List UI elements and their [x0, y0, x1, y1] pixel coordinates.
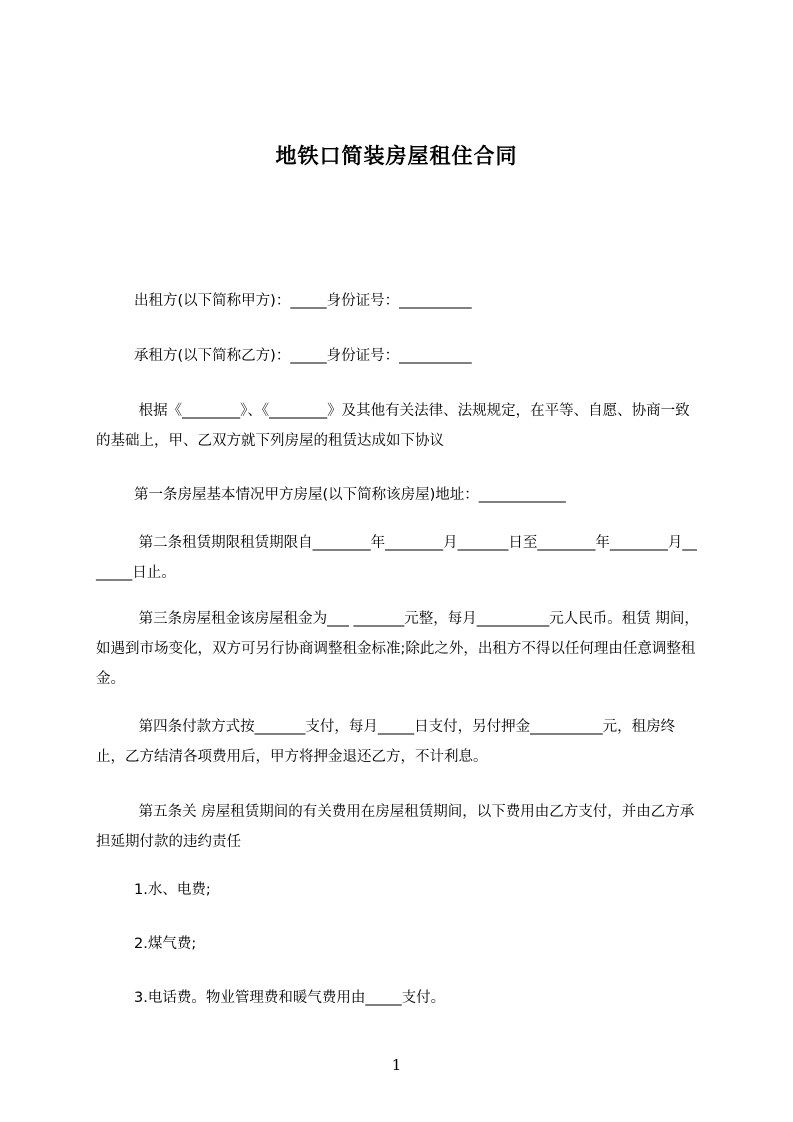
fee-item-2: 2.煤气费;: [134, 936, 197, 952]
fee-item-1: 1.水、电费;: [134, 882, 211, 898]
lessor-line: 出租方(以下简称甲方)：_____身份证号：__________: [134, 293, 472, 309]
fee-item-3: 3.电话费。物业管理费和暖气费用由_____支付。: [134, 990, 446, 1006]
article-2-paragraph: 第二条租赁期限租赁期限自________年________月_______日至________年________月_______日止。: [96, 535, 697, 581]
article-1-paragraph: 第一条房屋基本情况甲方房屋(以下简称该房屋)地址：____________: [134, 487, 566, 503]
page-number: 1: [391, 1056, 402, 1074]
legal-basis-paragraph: 根据《________》、《________》及其他有关法律、法规规定，在平等、自愿、协商一致的基础上，甲、乙双方就下列房屋的租赁达成如下协议: [96, 403, 690, 449]
article-4-paragraph: 第四条付款方式按_______支付，每月_____日支付，另付押金__________元，租房终止，乙方结清各项费用后，甲方将押金退还乙方，不计利息。: [96, 719, 676, 765]
article-3-paragraph: 第三条房屋租金该房屋租金为___ _______元整，每月__________元人民币。租赁 期间，如遇到市场变化，双方可另行协商调整租金标准;除此之外，出租方不得以任何理由任意调整租金。: [96, 611, 699, 687]
article-5-paragraph: 第五条关 房屋租赁期间的有关费用在房屋租赁期间，以下费用由乙方支付，并由乙方承担延期付款的违约责任: [96, 804, 695, 850]
lessee-line: 承租方(以下简称乙方)：_____身份证号：__________: [134, 348, 472, 364]
document-title: 地铁口简装房屋租住合同: [275, 144, 518, 168]
